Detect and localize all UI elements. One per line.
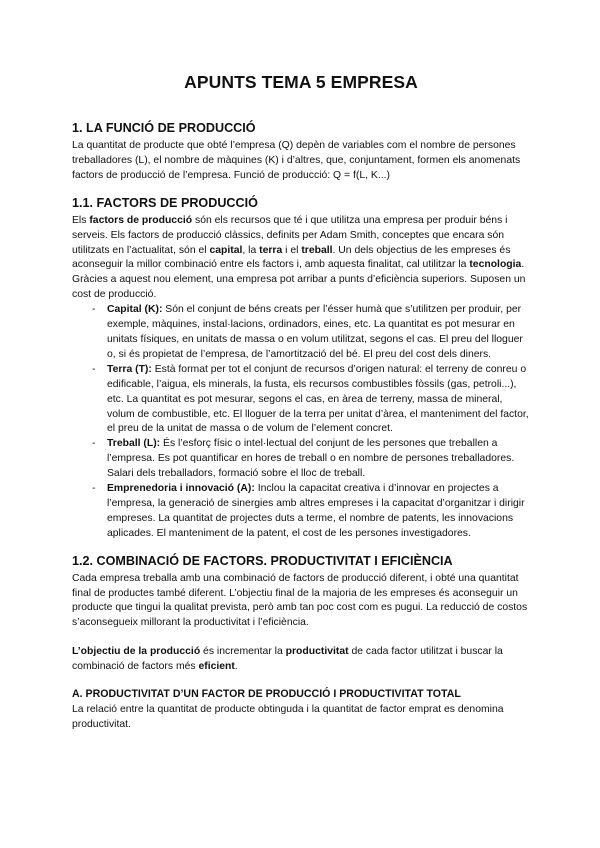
list-dash: -	[92, 363, 96, 375]
list-item	[72, 303, 530, 363]
section-heading: 1.2. COMBINACIÓ DE FACTORS. PRODUCTIVITAT I EFICIÈNCIA	[72, 553, 453, 568]
list-dash: -	[92, 304, 96, 316]
section-heading: A. PRODUCTIVITAT D’UN FACTOR DE PRODUCCIÓ I PRODUCTIVITAT TOTAL	[72, 688, 461, 701]
section-production-factors	[72, 196, 530, 542]
item-text: Són el conjunt de béns creats per l’ésser humà que s’utilitzen per produir, per exemple, màquines, instal·lacions, ordinadors, eines, etc. La quantitat es pot mesurar en unitats físiques, en unitats de massa o en volum utilitzat, segons el cas. El preu del lloguer o, si és propietat de l’empresa, de l’amortització del bé. El preu del cost dels diners.	[107, 304, 523, 360]
bold-term: L’objectiu de la producció	[72, 646, 201, 658]
section-paragraph: La relació entre la quantitat de producte obtinguda i la quantitat de factor emprat es denomina productivitat.	[72, 704, 504, 730]
item-text: Inclou la capacitat creativa i d’innovar en projectes a l’empresa, la generació de sinergies amb altres empreses i la capacitat d’organitzar i dirigir empreses. La quantitat de projectes duts a terme, el nombre de patents, les innovacions aplicades. El manteniment de la patent, el cost de les persones investigadores.	[107, 483, 525, 539]
text-run: . Un dels objectius de les empreses és aconseguir la millor combinació entre els factors i, amb aquesta finalitat, cal utilitzar la	[72, 244, 511, 271]
bold-term: capital	[209, 244, 243, 256]
item-label: Terra (T):	[107, 363, 152, 375]
section-production-function	[72, 121, 530, 184]
list-dash: -	[92, 483, 96, 495]
text-run: .	[234, 661, 238, 673]
list-item	[72, 437, 530, 482]
text-run: . Gràcies a aquest nou element, una empresa pot arribar a punts d’eficiència superiors. Suposen un cost de producció.	[72, 259, 526, 301]
text-run: és incrementar la	[200, 646, 286, 658]
text-run: Els	[72, 214, 90, 226]
page-title: APUNTS TEMA 5 EMPRESA	[184, 72, 418, 92]
text-run: i el	[282, 244, 302, 256]
section-paragraph	[72, 214, 530, 303]
bold-term: eficient	[198, 661, 235, 673]
list-item	[72, 363, 530, 438]
bold-term: productivitat	[285, 646, 349, 658]
text-run: , la	[242, 244, 260, 256]
section-paragraph: Cada empresa treballa amb una combinació de factors de producció diferent, i obté una quantitat final de productes també diferent. L’objectiu final de la majoria de les empreses és aconseguir un producte que tingui la qualitat prevista, però amb tan poc cost com es pugui. La reducció de costos s’aconsegueix millorant la productivitat i l’eficiència.	[72, 572, 528, 629]
section-heading: 1. LA FUNCIÓ DE PRODUCCIÓ	[72, 121, 256, 135]
list-item	[72, 482, 530, 542]
text-run: de cada factor utilitzat i buscar la combinació de factors més	[72, 646, 503, 673]
text-run: són els recursos que té i que utilitza una empresa per produir béns i serveis. Els factors de producció clàssics, definits per Adam Smith, conceptes que encara són utilitzats en l’actualitat, són el	[72, 214, 508, 256]
section-factor-combination	[72, 554, 530, 675]
section-paragraph: La quantitat de producte que obté l’empresa (Q) depèn de variables com el nombre de persones treballadores (L), el nombre de màquines (K) i d’altres, que, conjuntament, formen els anomenats factors de producció de l’empresa. Funció de producció: Q = f(L, K...)	[72, 140, 521, 181]
item-text: És l’esforç físic o intel·lectual del conjunt de les persones que treballen a l’empresa. Es pot quantificar en hores de treball o en nombre de persones treballadores. Salari dels treballadors, formació sobre el lloc de treball.	[107, 438, 515, 480]
list-dash: -	[92, 438, 96, 450]
item-label: Treball (L):	[107, 438, 161, 450]
section-heading: 1.1. FACTORS DE PRODUCCIÓ	[72, 195, 258, 210]
bold-term: terra	[259, 244, 283, 256]
bold-term: treball	[301, 244, 333, 256]
bold-term: factors de producció	[89, 214, 193, 226]
item-text: Està format per tot el conjunt de recursos d’origen natural: el terreny de conreu o edificable, l’aigua, els minerals, la fusta, els recursos combustibles fòssils (gas, petroli...), etc. La quantitat es pot mesurar, segons el cas, en àrea de terreny, massa de mineral, volum de combustible, etc. El lloguer de la terra per unitat d’àrea, el manteniment del factor, el preu de la unitat de massa o de volum de l’element concret.	[107, 363, 529, 435]
bold-term: tecnologia	[469, 259, 522, 271]
spacer	[72, 631, 530, 645]
section-productivity	[72, 687, 530, 733]
item-label: Capital (K):	[107, 304, 163, 316]
item-label: Emprenedoria i innovació (A):	[107, 483, 255, 495]
document-page	[72, 72, 530, 733]
factors-list	[72, 303, 530, 542]
section-paragraph	[72, 645, 530, 675]
